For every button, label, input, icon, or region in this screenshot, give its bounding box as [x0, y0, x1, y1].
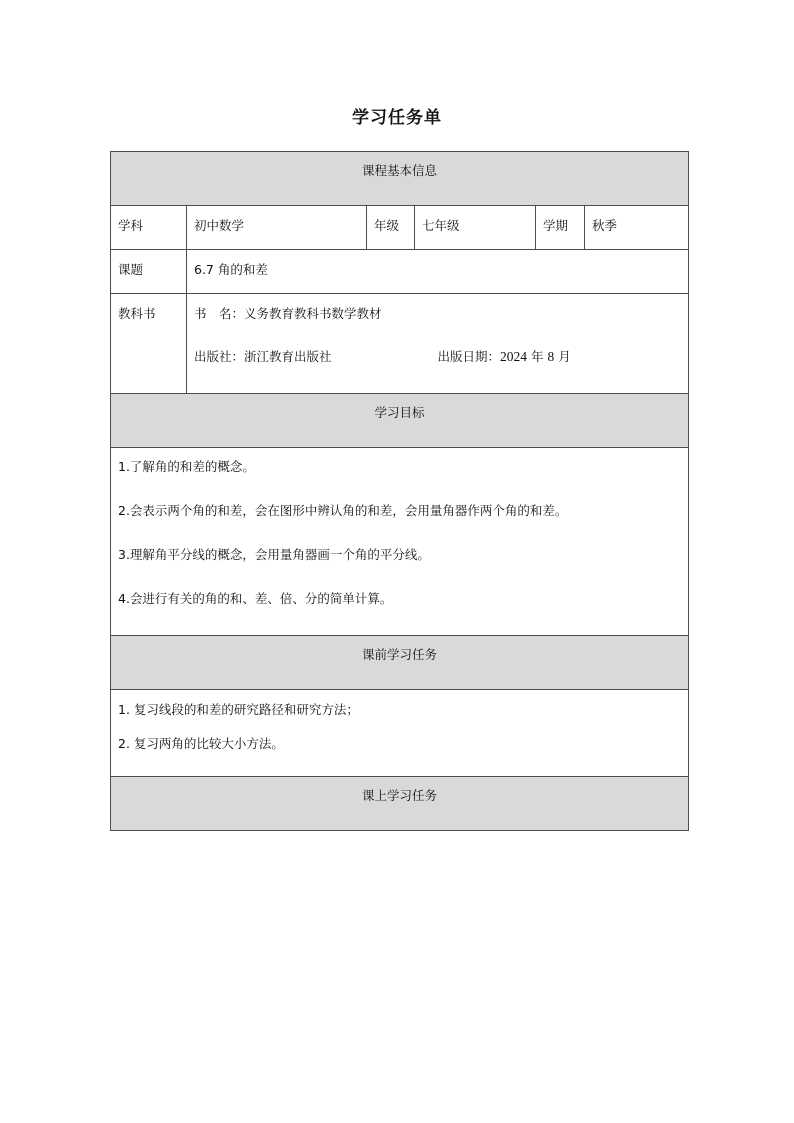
topic-value: 6.7 角的和差	[187, 250, 689, 294]
grade-value: 七年级	[415, 206, 536, 250]
textbook-info	[187, 294, 689, 394]
publish-date-label: 出版日期：	[437, 349, 501, 364]
section-header-basic-info: 课程基本信息	[111, 152, 689, 206]
objective-item: 4.会进行有关的角的和、差、倍、分的简单计算。	[118, 591, 393, 606]
objective-item: 3.理解角平分线的概念，会用量角器画一个角的平分线。	[118, 547, 430, 562]
subject-value: 初中数学	[187, 206, 367, 250]
publish-date-year: 2024	[500, 349, 528, 364]
topic-label: 课题	[111, 250, 187, 294]
pre-class-task-item: 1. 复习线段的和差的研究路径和研究方法；	[118, 702, 359, 717]
publish-date-month: 8	[547, 349, 555, 364]
book-name: 书 名：义务教育教科书数学教材	[194, 306, 382, 321]
section-header-in-class: 课上学习任务	[111, 777, 689, 831]
grade-label: 年级	[367, 206, 415, 250]
objectives-list	[111, 448, 689, 636]
objective-item: 2.会表示两个角的和差，会在图形中辨认角的和差，会用量角器作两个角的和差。	[118, 503, 568, 518]
page-title: 学习任务单	[352, 108, 442, 128]
publish-date-year-unit: 年	[527, 349, 548, 364]
textbook-label: 教科书	[111, 294, 187, 394]
term-label: 学期	[536, 206, 585, 250]
subject-label: 学科	[111, 206, 187, 250]
task-table	[110, 151, 689, 831]
section-header-pre-class: 课前学习任务	[111, 636, 689, 690]
section-header-objectives: 学习目标	[111, 394, 689, 448]
pre-class-task-item: 2. 复习两角的比较大小方法。	[118, 736, 284, 751]
publish-date	[438, 347, 571, 365]
pre-class-task-list	[111, 690, 689, 777]
publisher: 出版社：浙江教育出版社	[194, 349, 332, 364]
publish-date-month-unit: 月	[554, 349, 571, 364]
term-value: 秋季	[585, 206, 689, 250]
objective-item: 1.了解角的和差的概念。	[118, 459, 255, 474]
